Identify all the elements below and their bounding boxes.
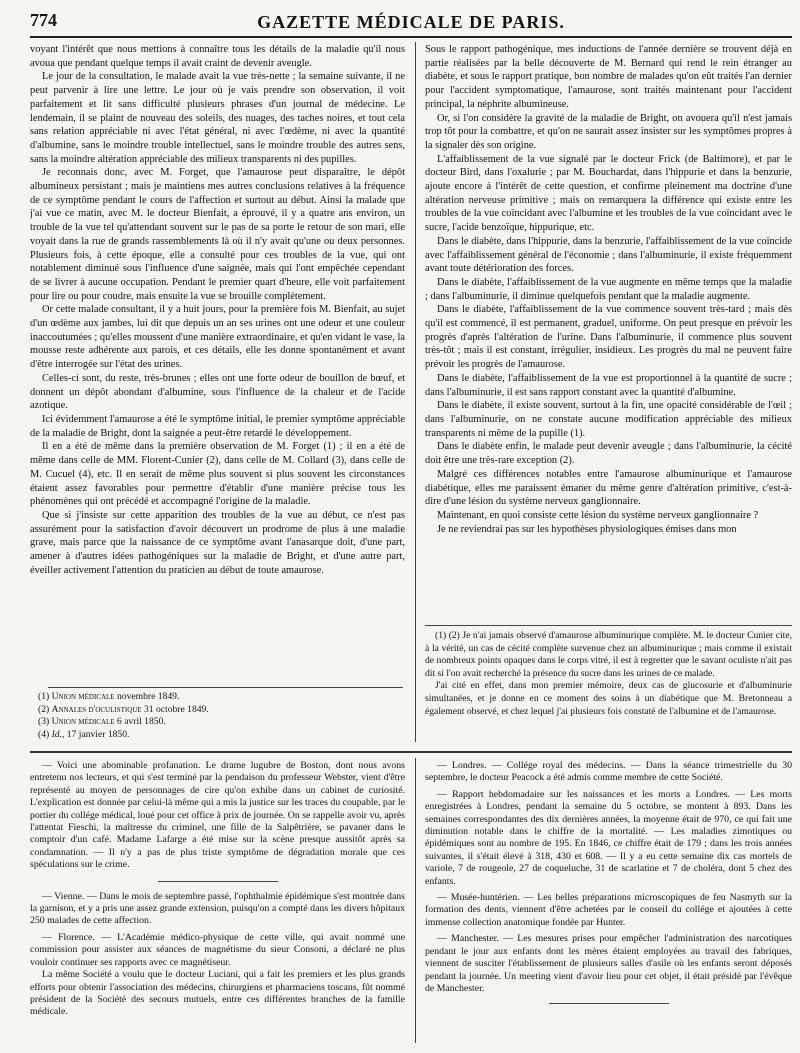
page-number: 774 (30, 10, 57, 30)
footnote: (2) Annales d'oculistique 31 octobre 1849. (38, 703, 209, 715)
news-item: — Londres. — Collége royal des médecins. — Dans la séance trimestrielle du 30 septembre, le docteur Peacock a été admis comme membre de cette Société. (425, 760, 792, 784)
paragraph: Celles-ci sont, du reste, très-brunes ; elles ont une forte odeur de bouillon de bœuf, et donnent un dépôt abondant d'albumine, sous l'influence de la chaleur et de l'acide azotique. (30, 372, 405, 412)
paragraph: Dans le diabète, l'affaiblissement de la vue est proportionnel à la quantité de sucre ; dans l'albuminurie, il est sans rapport constant avec la quantité d'albumine. (425, 372, 792, 398)
paragraph: Que si j'insiste sur cette apparition des troubles de la vue au début, ce n'est pas assurément pour la satisfaction d'avoir découvert un prodrome de plus à une maladie grave, mais parce que la naissance de ce symptôme avant l'anasarque doit, d'une part, amener à d'autres idées pathogéniques sur la maladie de Bright, et d'une autre part, éveiller activement l'attention du praticien au début de toute amaurose. (30, 509, 405, 576)
paragraph: Dans le diabète enfin, le malade peut devenir aveugle ; dans l'albuminurie, la cécité doit être une très-rare exception (2). (425, 441, 792, 467)
paragraph: Dans le diabète, l'affaiblissement de la vue augmente en même temps que la maladie ; dans l'albuminurie, il diminue quelquefois pendant que la maladie augmente. (425, 276, 792, 302)
paragraph: Malgré ces différences notables entre l'amaurose albuminurique et l'amaurose diabétique, elles me paraissent émaner du même genre d'altération primitive, c'est-à-dire d'une lésion du système nerveux ganglionnaire. (425, 468, 792, 508)
paragraph: Dans le diabète, dans l'hippurie, dans la benzurie, l'affaiblissement de la vue coïncide avec l'affaiblissement général de l'économie ; dans l'albuminurie, il existe fréquemment avant toute détérioration des forces. (425, 235, 792, 275)
news-item: — Musée-huntérien. — Les belles préparations microscopiques de feu Nasmyth sur la formation des dents, viennent d'être achetées par le conseil du collége et ajoutées à cette immense collection anatomique fondée par Hunter. (425, 892, 792, 928)
journal-title: GAZETTE MÉDICALE DE PARIS. (257, 12, 565, 32)
footnote: (4) Id., 17 janvier 1850. (38, 728, 130, 740)
paragraph: Je reconnais donc, avec M. Forget, que l'amaurose peut disparaître, le dépôt albumineux persistant ; mais je maintiens mes autres conclusions relatives à la fréquence de ce symptôme pendant le cours de l'affection et surtout au début. Ainsi la malade que j'ai vue ce matin, avec M. le docteur Bienfait, a éprouvé, il y a quatre ans environ, un trouble de la vue tel qu'attendant souvent sur le pas de sa porte le retour de son mari, elle voyait dans la rue de grands rassemblements là où il n'y avait qu'une ou deux personnes. Plusieurs fois, à cette époque, elle a consulté pour ces troubles de la vue, qui ont notablement diminué sous l'influence d'une saignée, mais qui l'ont empêchée cependant de se livrer à aucune occupation. Pendant le premier quart d'heure, elle voit parfaitement pour lire ou pour coudre, mais ensuite la vue se brouille complétement. (30, 167, 405, 302)
paragraph: Dans le diabète, l'affaiblissement de la vue commence souvent très-tard ; mais dès qu'il est commencé, il est permanent, graduel, uniforme. On peut presque en prévoir les progrès d'après l'altération de l'urine. Dans l'albuminurie, il commence plus souvent très-tôt ; mais il est constant, irrégulier, insidieux. Les progrès du mal ne peuvent faire prévoir les progrès de l'amaurose. (425, 304, 792, 371)
footnote: (3) Union médicale 6 avril 1850. (38, 716, 166, 728)
paragraph: Je ne reviendrai pas sur les hypothèses physiologiques émises dans mon (437, 523, 737, 535)
news-right-column (425, 760, 792, 1045)
right-footnotes (425, 630, 792, 740)
paragraph: L'affaiblissement de la vue signalé par le docteur Frick (de Baltimore), et par le docteur Bird, dans l'oxalurie ; par M. Bouchardat, dans l'hippurie et dans la benzurie, ajoute encore à l'intérêt de cette question, et confirme pleinement ma doctrine d'une altération nerveuse primitive ; mais on remarquera la différence qui existe entre les troubles de la vue coïncidant avec l'albumine et les troubles de la vue coïncidant avec le sucre, l'acide benzoïque, hippurique, etc. (425, 153, 792, 234)
footnote-separator (425, 625, 792, 626)
footnote: (1) (2) Je n'ai jamais observé d'amaurose albuminurique complète. M. le docteur Cunier cite, à la vérité, un cas de cécité complète survenue chez un albuminurique ; mais comme il existait de nombreux points opaques dans le corps vitré, il est à regretter que le savant oculiste n'ait pas dit si l'on avait recherché la présence du sucre dans les urines de ce malade. (425, 630, 792, 679)
running-header (30, 10, 792, 38)
news-left-column (30, 760, 405, 1045)
paragraph: Sous le rapport pathogénique, mes inductions de l'année dernière se trouvent déjà en partie réalisées par la belle découverte de M. Bernard qui rend le rein étranger au diabète, et sous le rapport pratique, bon nombre de malades qu'on eût traités l'an dernier pour l'accident symptomatique, l'amaurose, sont traités maintenant pour l'accident principal, la néphrite albumineuse. (425, 44, 792, 110)
paragraph: Il en a été de même dans la première observation de M. Forget (1) ; il en a été de même dans celle de MM. Florent-Cunier (2), dans celle de M. Collard (3), dans celle de M. Cucuel (4), etc. Il en serait de même plus souvent si plus souvent les circonstances étaient assez favorables pour permettre d'établir d'une manière précise tous les phénomènes qui ont précédé et accompagné l'origine de la maladie. (30, 441, 405, 508)
news-item: — Manchester. — Les mesures prises pour empêcher l'administration des narcotiques pendant le jour aux enfants dont les mères étaient employées au travail des fabriques, viennent de susciter l'établissement de plusieurs salles d'asile où les enfants seront déposés pendant la journée. Un meeting vient d'avoir lieu pour cet objet, il était présidé par l'évêque de Manchester. (425, 933, 792, 994)
article-right-column (425, 43, 792, 615)
footnote-separator (48, 687, 403, 688)
article-left-column (30, 43, 405, 683)
paragraph: Or, si l'on considère la gravité de la maladie de Bright, on avouera qu'il n'est jamais trop tôt pour la combattre, et qu'on ne saurait assez insister sur les symptômes propres à la signaler dès son origine. (425, 112, 792, 151)
news-item: — Voici une abominable profanation. Le drame lugubre de Boston, dont nous avons entretenu nos lecteurs, et qui s'est terminé par la pendaison du professeur Webster, vient d'être représenté au moyen de personnages de cire qu'on exhibe dans un cabinet de curiosité. L'explication est donnée par celui-là même qui a mis la justice sur les traces du coupable, par le portier du collége médical, loué pour cet office à prix de journée. On se rappelle avoir vu, après l'attentat Fieschi, la maîtresse du criminel, une fille de la Salpêtrière, se pavaner dans le comptoir d'un café. Madame Lafarge a été mise sur la scène presque aussitôt après sa condamnation. — Il n'y a pas de plus triste symptôme de dégradation morale que ces spéculations sur le crime. (30, 760, 405, 871)
paragraph: Ici évidemment l'amaurose a été le symptôme initial, le premier symptôme appréciable de la maladie de Bright, dont la saignée a peut-être retardé le développement. (30, 413, 405, 439)
paragraph: Le jour de la consultation, le malade avait la vue très-nette ; la semaine suivante, il ne peut parvenir à lire une lettre. Le jour où je vais prendre son observation, il voit parfaitement et lit sans difficulté plusieurs phrases d'un journal de médecine. Le lendemain, il se plaint de nouveau des soleils, des nuages, des taches noires, et tout cela sans relation appréciable ni avec l'état général, ni avec l'œdème, ni avec la quantité d'albumine, sans le moindre trouble intellectuel, sans le moindre trouble des autres sens, sans la moindre altération appréciable des milieux transparents ni des pupilles. (30, 71, 405, 165)
paragraph: voyant l'intérêt que nous mettions à connaître tous les détails de la maladie qu'il nous avoua que pendant quelque temps il avait craint de devenir aveugle. (30, 44, 405, 69)
section-separator (30, 751, 792, 753)
news-item: — Rapport hebdomadaire sur les naissances et les morts a Londres. — Les morts enregistrées à Londres, pendant la semaine du 5 octobre, se montent à 893. Dans les semaines correspondantes des dix dernières années, la moyenne était de 970, ce qui fait une diminution notable dans le chiffre de la mortalité. — Les maladies zimotiques ou épidémiques sont au nombre de 195. En 1846, ce chiffre était de 179 ; dans les trois années suivantes, il s'était élevé à 318, 430 et 608. — Il y a eu cette semaine dix cas mortels de variole, 7 de rougeole, 27 de coqueluche, 31 de scarlatine et 7 de choléra, dont 5 chez des enfants. (425, 788, 792, 887)
news-item: — Vienne. — Dans le mois de septembre passé, l'ophthalmie épidémique s'est montrée dans la garnison, et y a pris une assez grande extension, puisqu'on a compté dans les divers hôpitaux 250 malades de cette affection. (30, 890, 405, 927)
item-separator (549, 1003, 669, 1004)
paragraph: Dans le diabète, il existe souvent, surtout à la fin, une opacité considérable de l'œil ; dans l'albuminurie, on ne constate aucune modification appréciable des milieux transparents ni même de la pupille (1). (425, 400, 792, 439)
paragraph: Or cette malade consultant, il y a huit jours, pour la première fois M. Bienfait, au sujet d'un œdème aux jambes, lui dit que depuis un an ses urines ont une odeur et une couleur inaccoutumées ; qu'elles moussent d'une manière extraordinaire, et qu'en vidant le vase, la mousse reste adhérente aux parois, et ces détails, elle les donne spontanément et avant d'être interrogée sur l'état des urines. (30, 304, 405, 371)
news-item: — Florence. — L'Académie médico-physique de cette ville, qui avait nommé une commission pour assister aux séances de magnétisme du sieur Consoni, a déclaré ne plus vouloir continuer ses rapports avec ce magnétiseur. (30, 931, 405, 968)
left-footnotes (38, 691, 398, 745)
item-separator (158, 881, 278, 882)
column-divider (415, 42, 416, 742)
news-item: La même Société a voulu que le docteur Luciani, qui a fait les premiers et les plus grands efforts pour obtenir l'association des médecins, chirurgiens et pharmaciens toscans, fût nommé président de la Société des secours mutuels, entre ces différentes branches de la famille médicale. (30, 969, 405, 1018)
footnote: (1) Union médicale novembre 1849. (38, 691, 180, 702)
news-column-divider (415, 758, 416, 1043)
paragraph: Maintenant, en quoi consiste cette lésion du système nerveux ganglionnaire ? (437, 509, 759, 521)
footnote: J'ai cité en effet, dans mon premier mémoire, deux cas de glucosurie et d'albuminurie simultanées, et je donne en ce moment des soins à un diabétique que M. Bretonneau a également observé, et chez lequel j'ai plusieurs fois constaté de l'albumine et de l'amaurose. (425, 680, 792, 717)
